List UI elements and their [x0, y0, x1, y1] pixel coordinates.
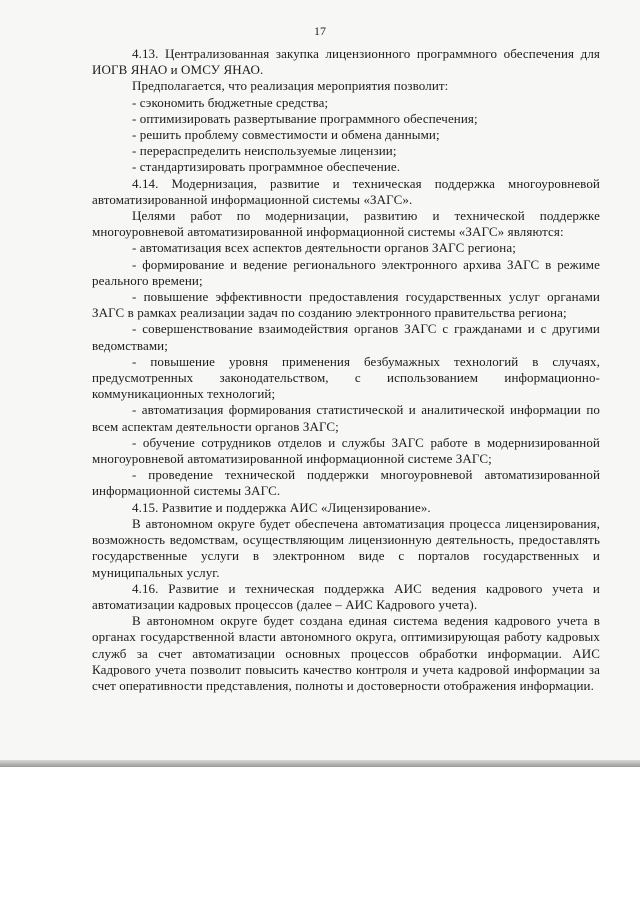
paragraph: Предполагается, что реализация мероприятия позволит:	[132, 78, 449, 94]
scan-edge	[0, 760, 640, 767]
list-item: - сэкономить бюджетные средства;	[132, 94, 329, 110]
heading-4-13: 4.13. Централизованная закупка лицензионного программного обеспечения для ИОГВ ЯНАО и ОМСУ ЯНАО.	[92, 46, 600, 78]
heading-4-16: 4.16. Развитие и техническая поддержка АИС ведения кадрового учета и автоматизации кадровых процессов (далее – АИС Кадрового учета).	[92, 580, 600, 612]
heading-4-14: 4.14. Модернизация, развитие и техническая поддержка многоуровневой автоматизированной информационной системы «ЗАГС».	[92, 175, 600, 207]
list-item: - повышение эффективности предоставления государственных услуг органами ЗАГС в рамках реализации задач по созданию электронного правительства региона;	[92, 289, 600, 321]
list-item: - совершенствование взаимодействия органов ЗАГС с гражданами и с другими ведомствами;	[92, 321, 600, 353]
list-item: - оптимизировать развертывание программного обеспечения;	[132, 110, 478, 126]
paragraph: В автономном округе будет обеспечена автоматизация процесса лицензирования, возможность ведомствам, осуществляющим лицензионную деятельность, предоставлять государственные услуги в электронном виде с порталов государственных и муниципальных услуг.	[92, 515, 600, 580]
list-item: - повышение уровня применения безбумажных технологий в случаях, предусмотренных законодательством, с использованием информационно-коммуникационных технологий;	[92, 353, 600, 402]
paragraph: Целями работ по модернизации, развитию и технической поддержке многоуровневой автоматизированной информационной системы «ЗАГС» являются:	[92, 208, 600, 240]
heading-4-15: 4.15. Развитие и поддержка АИС «Лицензирование».	[132, 499, 431, 515]
list-item: - решить проблему совместимости и обмена данными;	[132, 127, 440, 143]
list-item: - автоматизация всех аспектов деятельности органов ЗАГС региона;	[132, 240, 516, 256]
list-item: - проведение технической поддержки многоуровневой автоматизированной информационной системы ЗАГС.	[92, 467, 600, 499]
paragraph: В автономном округе будет создана единая система ведения кадрового учета в органах государственной власти автономного округа, оптимизирующая работу кадровых служб за счет автоматизации основных процессов обработки информации. АИС Кадрового учета позволит повысить качество контроля и учета кадровой информации за счет оперативности представления, полноты и достоверности отображения информации.	[92, 613, 600, 693]
list-item: - перераспределить неиспользуемые лицензии;	[132, 143, 397, 159]
list-item: - автоматизация формирования статистической и аналитической информации по всем аспектам деятельности органов ЗАГС;	[92, 402, 600, 434]
list-item: - обучение сотрудников отделов и службы ЗАГС работе в модернизированной многоуровневой автоматизированной информационной системе ЗАГС;	[92, 434, 600, 467]
list-item: - формирование и ведение регионального электронного архива ЗАГС в режиме реального времени;	[92, 256, 600, 288]
list-item: - стандартизировать программное обеспечение.	[132, 159, 401, 175]
page-number: 17	[314, 24, 326, 38]
document-body	[92, 46, 600, 694]
